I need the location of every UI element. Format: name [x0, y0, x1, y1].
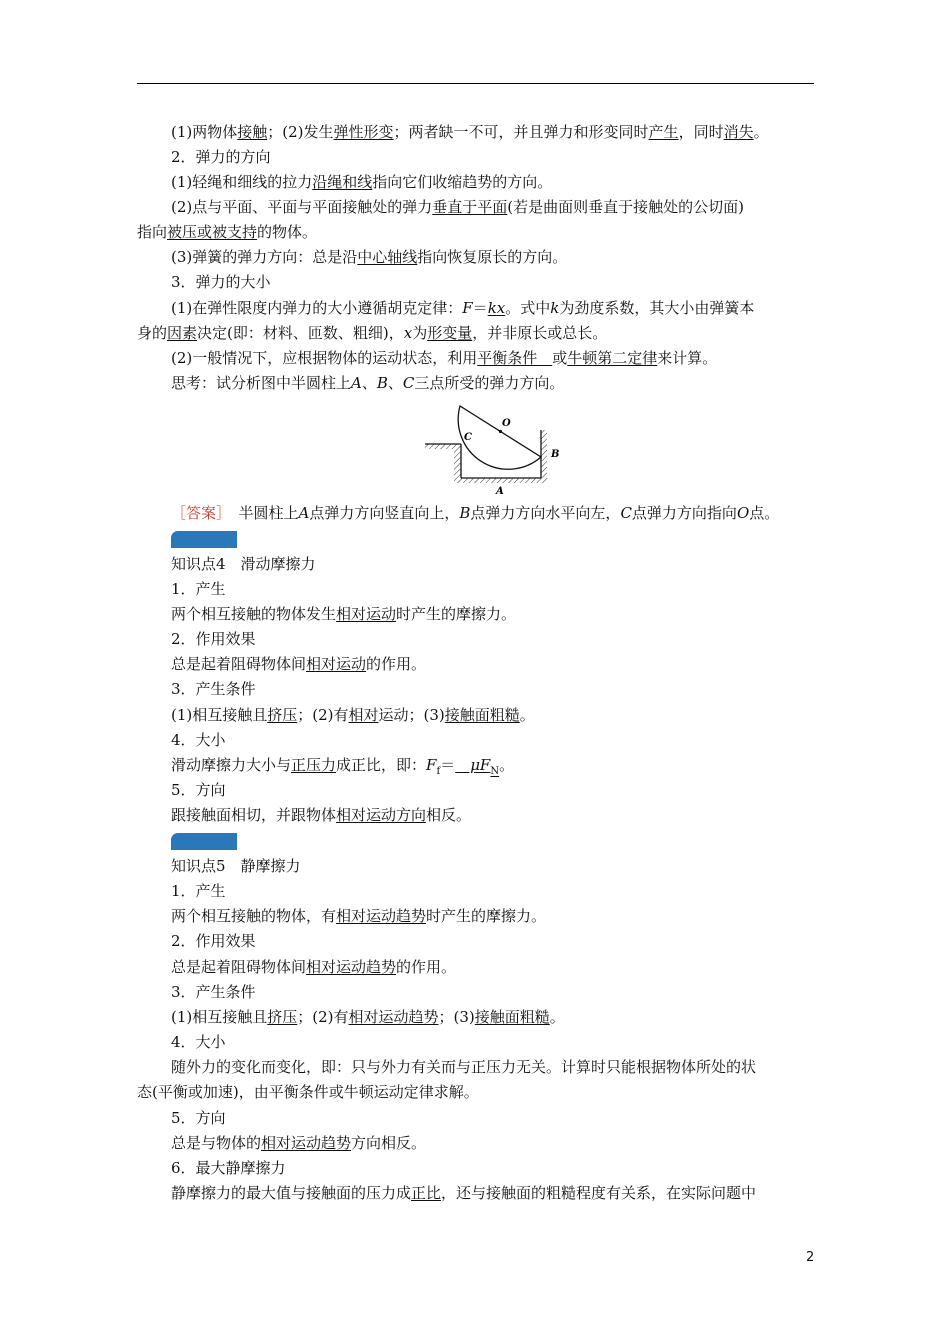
text-span: f [436, 766, 441, 777]
text-line [171, 654, 426, 674]
text-span: 指向 [137, 223, 168, 241]
text-span: 成正比，即： [336, 756, 427, 774]
text-span: x [403, 324, 413, 342]
text-span: 跟接触面相切，并跟物体 [171, 806, 337, 824]
text-span: F [426, 756, 437, 774]
text-span: 3．弹力的大小 [171, 273, 271, 291]
section-marker-5 [171, 833, 237, 850]
text-span: ，并非原长或总长。 [472, 324, 608, 342]
text-span: 为劲度系数，其大小由弹簧本 [559, 299, 755, 317]
text-span: 4．大小 [171, 1033, 226, 1051]
text-span: 运动；(3) [378, 706, 445, 724]
underlined-answer: kx [487, 299, 506, 317]
text-line [171, 272, 271, 292]
label-a: A [496, 486, 504, 497]
text-span: 方向相反。 [351, 1134, 427, 1152]
text-span: ；(2)有 [297, 1008, 349, 1026]
text-span: 、 [387, 374, 403, 392]
text-span: A [351, 374, 362, 392]
underlined-answer: 因素 [167, 324, 198, 342]
text-span: 的物体。 [257, 223, 318, 241]
text-span: 决定(即：材料、匝数、粗细)， [197, 324, 404, 342]
text-span: 来计算。 [657, 349, 718, 367]
text-span: ＝ [440, 756, 456, 774]
text-span: ；(2)有 [297, 706, 349, 724]
underlined-answer: 挤压 [267, 1008, 298, 1026]
text-line [171, 197, 744, 217]
text-span: 点弹力方向指向 [631, 504, 737, 522]
underlined-answer: 相对 [348, 706, 379, 724]
text-span: (若是曲面则垂直于接触处的公切面) [507, 198, 744, 216]
label-b: B [551, 449, 560, 460]
underlined-answer: 正比 [411, 1184, 442, 1202]
text-span: (3)弹簧的弹力方向：总是沿 [171, 248, 358, 266]
underlined-answer: 弹性形变 [333, 123, 394, 141]
text-span: 。式中 [505, 299, 551, 317]
text-span: O [736, 504, 750, 522]
underlined-answer: 产生 [648, 123, 679, 141]
underlined-answer: 中心轴线 [357, 248, 418, 266]
text-span: 3．产生条件 [171, 983, 256, 1001]
section-marker-4 [171, 531, 237, 548]
header-rule [137, 83, 814, 84]
underlined-answer: 相对运动趋势 [306, 958, 397, 976]
text-span: 的作用。 [366, 655, 427, 673]
text-span: 总是与物体的 [171, 1134, 262, 1152]
text-line [137, 1082, 479, 1102]
text-span: 总是起着阻碍物体间 [171, 958, 307, 976]
underlined-answer: 垂直于平面 [432, 198, 508, 216]
underlined-answer: 形变量 [427, 324, 473, 342]
text-line [171, 503, 779, 523]
text-span: 。 [753, 123, 769, 141]
text-span: ，还与接触面的粗糙程度有关系，在实际问题中 [441, 1184, 757, 1202]
underlined-answer: 接触面粗糙 [444, 706, 520, 724]
text-span: B [459, 504, 471, 522]
center-point-o [499, 430, 502, 433]
text-span: 三点所受的弹力方向。 [414, 374, 565, 392]
semicylinder-figure [424, 403, 564, 502]
underlined-answer: 接触 [237, 123, 268, 141]
text-line [171, 1057, 756, 1077]
text-line [171, 881, 226, 901]
text-span: (1)轻绳和细线的拉力 [171, 173, 313, 191]
text-line [171, 1007, 565, 1027]
text-line [171, 1133, 426, 1153]
text-line [171, 629, 256, 649]
text-span: 指向恢复原长的方向。 [417, 248, 568, 266]
text-span: ，同时 [678, 123, 724, 141]
text-span: 总是起着阻碍物体间 [171, 655, 307, 673]
text-line [171, 780, 226, 800]
text-span: 点弹力方向水平向左， [470, 504, 621, 522]
text-line [171, 604, 516, 624]
text-line [171, 579, 226, 599]
text-line [171, 730, 226, 750]
text-line [171, 931, 256, 951]
underlined-answer: N [490, 766, 500, 777]
underlined-answer: μF [455, 756, 491, 774]
underlined-answer: 牛顿第二定律 [567, 349, 658, 367]
text-span: 、 [361, 374, 377, 392]
left-ledge-hatch [425, 444, 461, 449]
text-span: 为 [412, 324, 428, 342]
underlined-answer: 平衡条件 [477, 349, 553, 367]
text-line [171, 982, 256, 1002]
underlined-answer: 被压或被支持 [167, 223, 258, 241]
text-span: 2．作用效果 [171, 932, 256, 950]
text-span: ＝ [472, 299, 488, 317]
text-span: C [402, 374, 415, 392]
text-span: 态(平衡或加速)，由平衡条件或牛顿运动定律求解。 [137, 1083, 479, 1101]
text-line [171, 122, 769, 142]
underlined-answer: 相对运动趋势 [261, 1134, 352, 1152]
text-span: 静摩擦力的最大值与接触面的压力成 [171, 1184, 412, 1202]
text-span: 2．弹力的方向 [171, 148, 271, 166]
text-line [137, 222, 317, 242]
underlined-answer: 接触面粗糙 [474, 1008, 550, 1026]
text-span: 两个相互接触的物体发生 [171, 605, 337, 623]
text-span: 1．产生 [171, 882, 226, 900]
text-span: C [620, 504, 632, 522]
text-span: 5．方向 [171, 1109, 226, 1127]
text-span: 知识点4 滑动摩擦力 [171, 555, 316, 573]
text-line [171, 247, 567, 267]
underlined-answer: 沿绳和线 [312, 173, 373, 191]
underlined-answer: 相对运动趋势 [336, 907, 427, 925]
text-span: (1)在弹性限度内弹力的大小遵循胡克定律： [171, 299, 463, 317]
text-span: 5．方向 [171, 781, 226, 799]
text-span: 相反。 [426, 806, 472, 824]
text-line [171, 172, 552, 192]
text-span: F [462, 299, 473, 317]
text-span: 点弹力方向竖直向上， [309, 504, 460, 522]
label-o: O [502, 418, 511, 429]
text-span: 两个相互接触的物体，有 [171, 907, 337, 925]
underlined-answer: 相对运动 [306, 655, 367, 673]
text-span: 思考：试分析图中半圆柱上 [171, 374, 352, 392]
text-line [171, 1158, 286, 1178]
text-span: A [298, 504, 310, 522]
underlined-answer: 相对运动方向 [336, 806, 427, 824]
text-span: ；(2)发生 [267, 123, 334, 141]
text-span: 知识点5 静摩擦力 [171, 857, 301, 875]
text-span: 3．产生条件 [171, 680, 256, 698]
text-span: 指向它们收缩趋势的方向。 [372, 173, 553, 191]
text-line [171, 705, 535, 725]
text-span: 随外力的变化而变化，即：只与外力有关而与正压力无关。计算时只能根据物体所处的状 [171, 1058, 757, 1076]
text-line [171, 1108, 226, 1128]
label-c: C [464, 432, 472, 443]
text-line [171, 679, 256, 699]
underlined-answer: 相对运动 [336, 605, 397, 623]
text-span: 。 [519, 706, 535, 724]
text-span: 时产生的摩擦力。 [396, 605, 517, 623]
text-line [171, 373, 564, 393]
text-span: 。 [499, 756, 515, 774]
text-span: 身的 [137, 324, 168, 342]
text-span: 点。 [749, 504, 780, 522]
text-span: (1)相互接触且 [171, 1008, 268, 1026]
semicylinder-diagram [424, 403, 564, 498]
text-span: 或 [552, 349, 568, 367]
text-span: (2)点与平面、平面与平面接触处的弹力 [171, 198, 433, 216]
text-line [137, 323, 607, 343]
underlined-answer: 正压力 [291, 756, 337, 774]
text-line [171, 957, 456, 977]
text-line [171, 755, 514, 782]
text-span: 滑动摩擦力大小与 [171, 756, 292, 774]
text-span: 时产生的摩擦力。 [426, 907, 547, 925]
text-span: 4．大小 [171, 731, 226, 749]
floor-hatch [454, 478, 548, 483]
text-span: 半圆柱上 [223, 504, 299, 522]
text-span: (1)相互接触且 [171, 706, 268, 724]
text-span: (1)两物体 [171, 123, 238, 141]
text-line [171, 805, 471, 825]
text-line [171, 298, 754, 318]
page-number: 2 [806, 1250, 815, 1265]
text-line [171, 856, 301, 876]
text-line [171, 147, 271, 167]
right-wall-hatch [541, 430, 547, 478]
text-span: B [376, 374, 388, 392]
underlined-answer: 挤压 [267, 706, 298, 724]
text-span: 。 [549, 1008, 565, 1026]
text-line [171, 906, 546, 926]
text-line [171, 1032, 226, 1052]
underlined-answer: 相对运动趋势 [348, 1008, 439, 1026]
text-span: 的作用。 [396, 958, 457, 976]
text-span: k [550, 299, 560, 317]
text-span: ；两者缺一不可，并且弹力和形变同时 [393, 123, 649, 141]
text-line [171, 554, 316, 574]
answer-label: ［答案］ [171, 504, 224, 522]
text-span: (2)一般情况下，应根据物体的运动状态，利用 [171, 349, 478, 367]
text-span: 1．产生 [171, 580, 226, 598]
text-span: ；(3) [438, 1008, 475, 1026]
text-span: 2．作用效果 [171, 630, 256, 648]
left-step-hatch [454, 449, 461, 478]
underlined-answer: 消失 [723, 123, 754, 141]
text-span: 6．最大静摩擦力 [171, 1159, 286, 1177]
text-line [171, 348, 717, 368]
text-line [171, 1183, 756, 1203]
